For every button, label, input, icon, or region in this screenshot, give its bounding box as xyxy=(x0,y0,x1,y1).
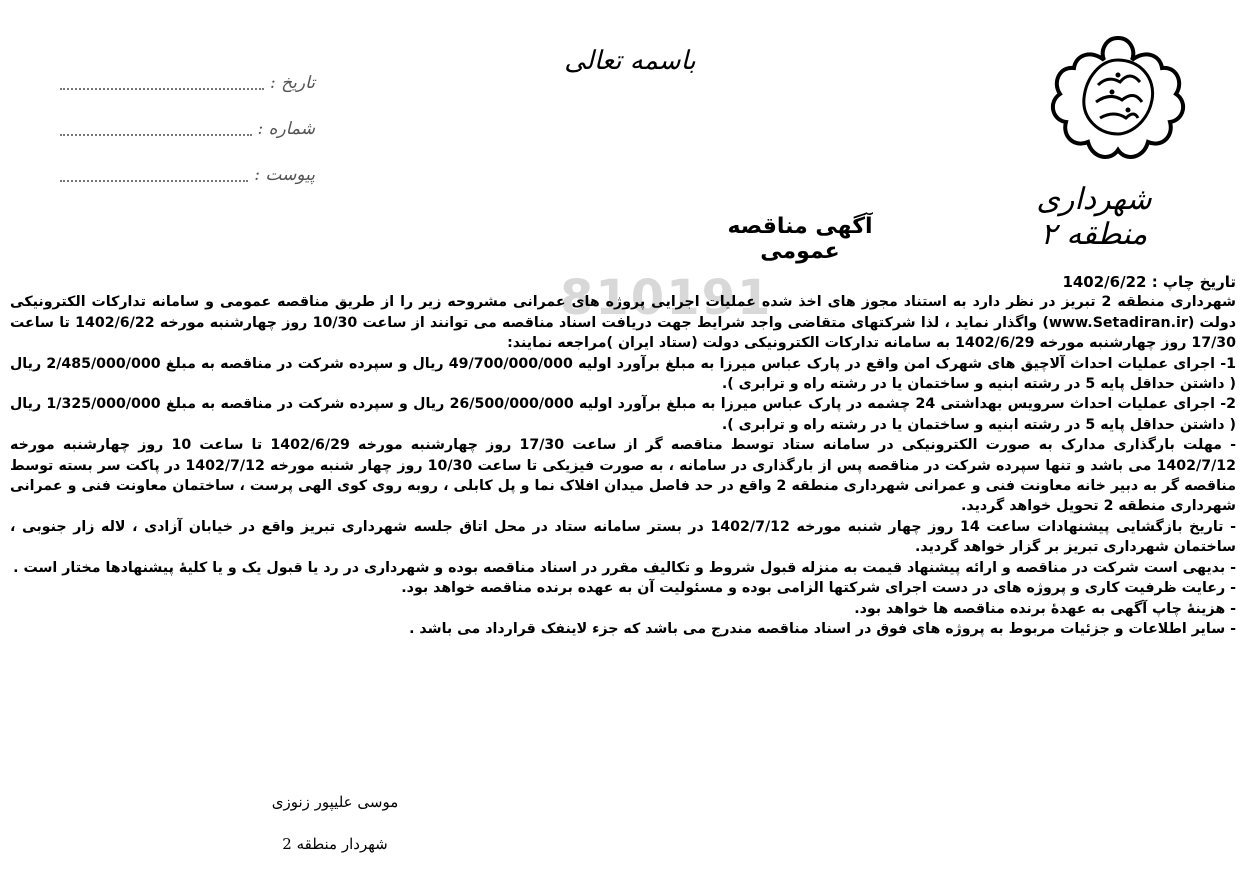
number-label: شماره : xyxy=(257,119,315,139)
opening-date-paragraph: - تاریخ بازگشایی پیشنهادات ساعت 14 روز چهار شنبه مورخه 1402/7/12 در بستر سامانه ستاد در محل اتاق جلسه شهرداری تبریز واقع در خیابان آزادی ، لاله زار جنوبی ، ساختمان شهرداری تبریز بر گزار خواهد گردید. xyxy=(10,518,1236,556)
tender-notice-body xyxy=(10,272,1236,639)
document-title: آگهی مناقصه عمومی xyxy=(727,214,873,264)
project-item-2: 2- اجرای عملیات احداث سرویس بهداشتی 24 چشمه در پارک عباس میرزا به مبلغ برآورد اولیه 26/500/000/000 ریال و سپرده شرکت در مناقصه به مبلغ 1/325/000/000 ریال ( داشتن حداقل پایه 5 در رشته ابنیه و ساختمان یا در رشته راه و ترابری ). xyxy=(10,396,1237,433)
printing-cost-paragraph: - هزینهٔ چاپ آگهی به عهدهٔ برنده مناقصه ها خواهد بود. xyxy=(854,600,1236,617)
municipality-logo xyxy=(1048,30,1188,175)
number-dotted-line xyxy=(60,122,252,136)
intro-paragraph: شهرداری منطقه 2 تبریز در نظر دارد به استناد مجوز های اخذ شده عملیات اجرایی پروژه های عمرانی مشروحه زیر را از طریق مناقصه عمومی و سامانه تدارکات الکترونیکی دولت (www.Setadiran.ir) واگذار نماید ، لذا شرکتهای متقاضی واجد شرایط جهت دریافت اسناد مناقصه می توانند از ساعت 10/30 روز چهارشنبه مورخه 1402/6/22 تا ساعت 17/30 روز چهارشنبه مورخه 1402/6/29 به سامانه تدارکات الکترونیکی دولت (ستاد ایران )مراجعه نمایند: xyxy=(10,294,1236,352)
signatory-name: موسی علیپور زنوزی xyxy=(271,793,399,811)
date-dotted-line xyxy=(60,76,264,90)
document-meta-fields xyxy=(60,60,315,198)
project-item-1: 1- اجرای عملیات احداث آلاچیق های شهرک امن واقع در پارک عباس میرزا به مبلغ برآورد اولیه 49/700/000/000 ریال و سپرده شرکت در مناقصه به مبلغ 2/485/000/000 ریال ( داشتن حداقل پایه 5 در رشته ابنیه و ساختمان یا در رشته راه و ترابری ). xyxy=(10,355,1236,393)
organization-name: شهرداری منطقه ۲ xyxy=(1036,182,1152,252)
number-field xyxy=(60,106,315,152)
watermark-number: 810191 xyxy=(560,270,773,326)
other-info-paragraph: - سایر اطلاعات و جزئیات مربوط به پروژه های فوق در اسناد مناقصه مندرج می باشد که جزء لاینفک قرارداد می باشد . xyxy=(409,620,1236,637)
bismillah-heading: باسمه تعالی xyxy=(564,46,696,76)
signatory-title: شهردار منطقه 2 xyxy=(282,835,388,853)
print-date: تاریخ چاپ : 1402/6/22 xyxy=(1062,273,1236,291)
capacity-paragraph: - رعایت ظرفیت کاری و پروژه های در دست اجرای شرکتها الزامی بوده و مسئولیت آن به عهده برنده مناقصه خواهد بود. xyxy=(401,580,1236,597)
acceptance-terms-paragraph: - بدیهی است شرکت در مناقصه و ارائه پیشنهاد قیمت به منزله قبول شروط و تکالیف مقرر در اسناد مناقصه بوده و شهرداری در رد یا قبول یک و یا کلیهٔ پیشنهادها مختار است . xyxy=(13,559,1236,576)
attachment-field xyxy=(60,152,315,198)
attachment-label: پیوست : xyxy=(254,165,315,185)
date-label: تاریخ : xyxy=(270,73,315,93)
date-field xyxy=(60,60,315,106)
submission-deadline-paragraph: - مهلت بارگذاری مدارک به صورت الکترونیکی در سامانه ستاد توسط مناقصه گر از ساعت 17/30 روز چهارشنبه مورخه 1402/6/29 تا ساعت 10 روز چهارشنبه مورخه 1402/7/12 می باشد و تنها سپرده شرکت در مناقصه پس از بارگذاری در سامانه ، به صورت فیزیکی تا ساعت 10/30 روز چهار شنبه مورخه 1402/7/12 در پاکت سر بسته توسط مناقصه گر به دبیر خانه معاونت فنی و عمرانی شهرداری منطقه 2 واقع در حد فاصل میدان افلاک نما و پل کابلی ، روبه روی کوی الهی پرست ، ساختمان معاونت فنی و عمرانی شهرداری منطقه 2 تحویل خواهد گردید. xyxy=(10,437,1237,515)
attachment-dotted-line xyxy=(60,168,248,182)
